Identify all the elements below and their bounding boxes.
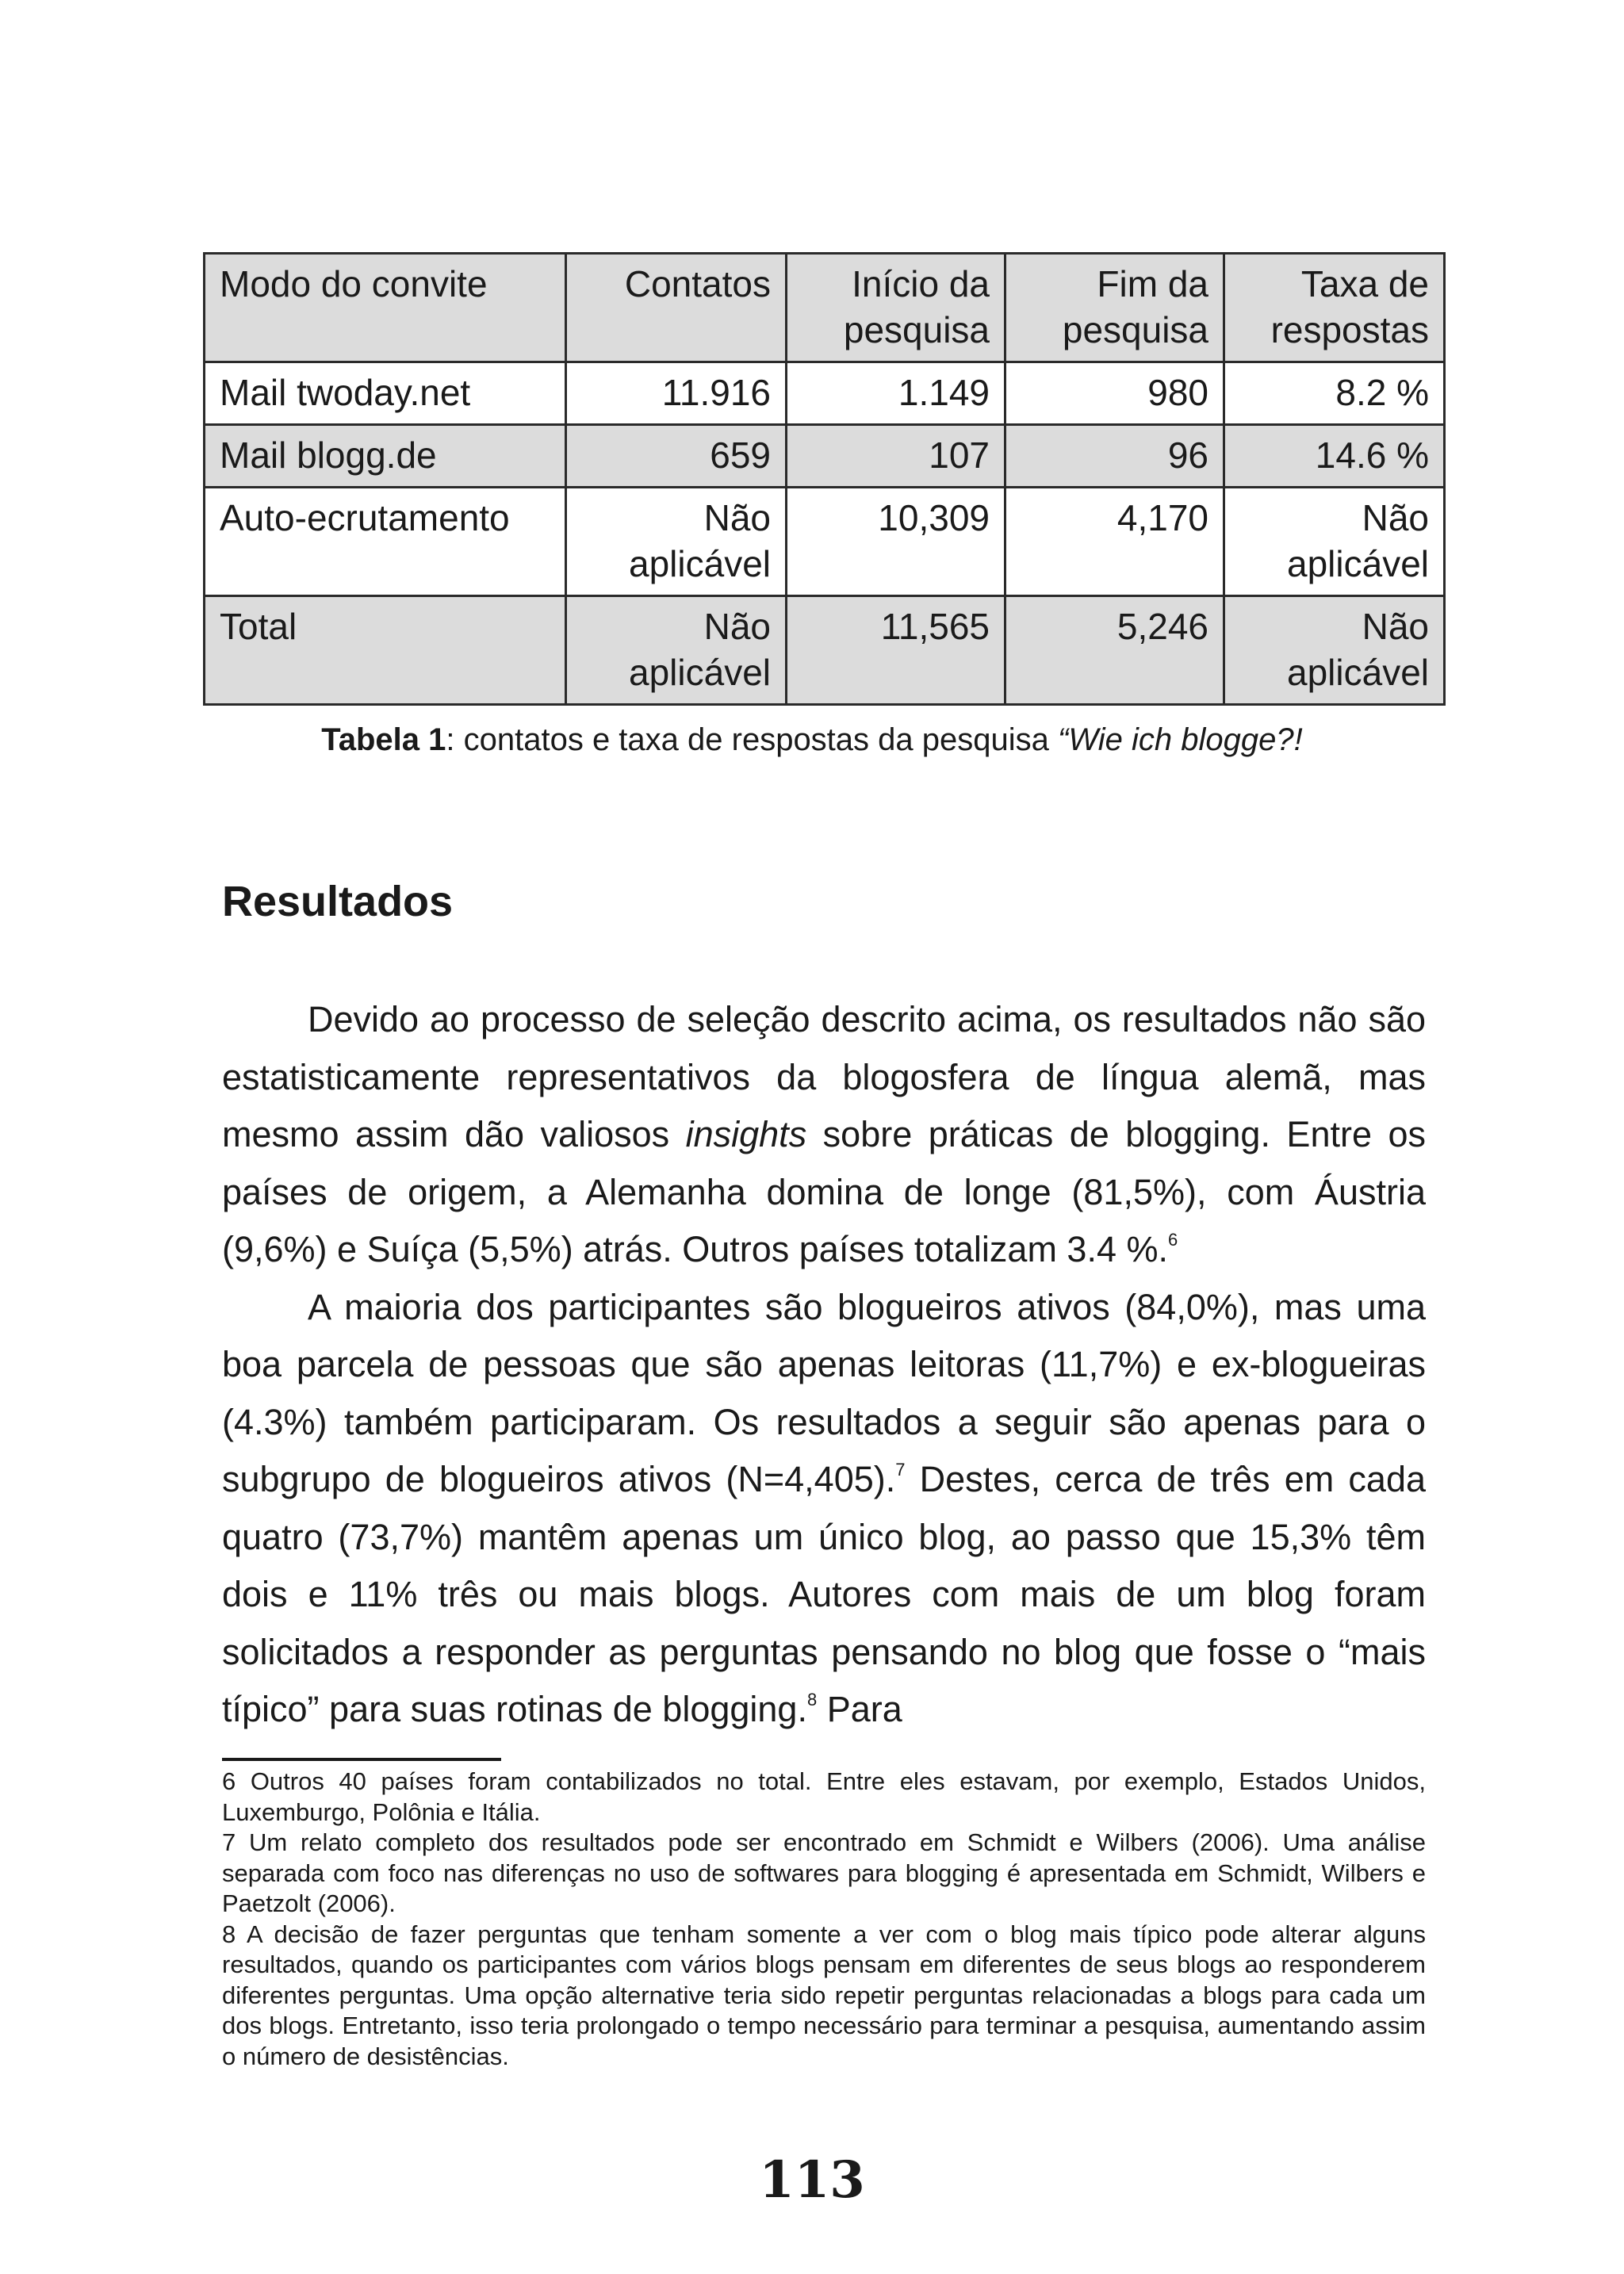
- body-text: [222, 991, 1426, 1739]
- table-cell: 107: [787, 425, 1005, 488]
- table-cell: 10,309: [787, 488, 1005, 596]
- table-header-row: [205, 254, 1445, 362]
- paragraph-text: Para: [817, 1689, 902, 1729]
- table-cell: Auto-ecrutamento: [205, 488, 566, 596]
- paragraph-text: Destes, cerca de três em cada quatro (73,7%) mantêm apenas um único blog, ao passo que 15,3% têm dois e 11% três ou mais blogs. Autores com mais de um blog foram solicitados a responder as perguntas pensando no blog que fosse o “mais típico” para suas rotinas de blogging.: [222, 1459, 1426, 1729]
- table-cell: Não aplicável: [1224, 596, 1445, 705]
- caption-survey-title: “Wie ich blogge?!: [1058, 722, 1303, 757]
- table-cell: 8.2 %: [1224, 362, 1445, 425]
- table-cell: Mail blogg.de: [205, 425, 566, 488]
- paragraph-text: sobre práticas de blogging. Entre os países de origem, a Alemanha domina de longe (81,5%), com Áustria (9,6%) e Suíça (5,5%) atrás. Outros países totalizam 3.4 %.: [222, 1114, 1426, 1269]
- table-row: [205, 425, 1445, 488]
- table-cell: Não aplicável: [566, 596, 787, 705]
- table-cell: 1.149: [787, 362, 1005, 425]
- footnote: 7 Um relato completo dos resultados pode ser encontrado em Schmidt e Wilbers (2006). Uma análise separada com foco nas diferenças no uso de softwares para blogging é apresentada em Schmidt, Wilbers e Paetzolt (2006).: [222, 1828, 1426, 1917]
- table-cell: Mail twoday.net: [205, 362, 566, 425]
- table-header-cell: Modo do convite: [205, 254, 566, 362]
- table-header-cell: Fim da pesquisa: [1005, 254, 1224, 362]
- table-header-cell: Taxa de respostas: [1224, 254, 1445, 362]
- table-header-cell: Contatos: [566, 254, 787, 362]
- table-caption: [0, 720, 1624, 760]
- table-cell: Não aplicável: [566, 488, 787, 596]
- survey-contacts-table: [203, 252, 1446, 706]
- table-cell: 5,246: [1005, 596, 1224, 705]
- paragraph-text: A maioria dos participantes são blogueiros ativos (84,0%), mas uma boa parcela de pessoas que são apenas leitoras (11,7%) e ex-blogueiras (4.3%) também participaram. Os resultados a seguir são apenas para o subgrupo de blogueiros ativos (N=4,405).: [222, 1286, 1426, 1499]
- paragraph: [222, 1279, 1426, 1739]
- page-number: 113: [759, 2150, 865, 2210]
- caption-label: Tabela 1: [321, 722, 446, 757]
- italic-term: insights: [685, 1114, 807, 1154]
- footnotes: [222, 1767, 1426, 2072]
- table-cell: Não aplicável: [1224, 488, 1445, 596]
- table-row: [205, 488, 1445, 596]
- table-row: [205, 362, 1445, 425]
- footnote: 8 A decisão de fazer perguntas que tenham somente a ver com o blog mais típico pode alterar alguns resultados, quando os participantes com vários blogs pensam em diferentes de seus blogs ao responderem diferentes perguntas. Uma opção alternative teria sido repetir perguntas relacionadas a blogs para cada um dos blogs. Entretanto, isso teria prolongado o tempo necessário para terminar a pesquisa, aumentando assim o número de desistências.: [222, 1920, 1426, 2070]
- paragraph: [222, 991, 1426, 1279]
- footnote-ref: 8: [806, 1690, 818, 1709]
- table-cell: 659: [566, 425, 787, 488]
- caption-text: : contatos e taxa de respostas da pesquisa: [446, 722, 1058, 757]
- footnote: 6 Outros 40 países foram contabilizados no total. Entre eles estavam, por exemplo, Estados Unidos, Luxemburgo, Polônia e Itália.: [222, 1767, 1426, 1826]
- table-cell: Total: [205, 596, 566, 705]
- table-cell: 14.6 %: [1224, 425, 1445, 488]
- footnote-divider: [222, 1758, 501, 1761]
- table-cell: 980: [1005, 362, 1224, 425]
- footnote-ref: 6: [1168, 1230, 1178, 1250]
- section-heading: Resultados: [222, 878, 454, 925]
- table-row: [205, 596, 1445, 705]
- paragraph-text: Devido ao processo de seleção descrito acima, os resultados não são estatisticamente representativos da blogosfera de língua alemã, mas mesmo assim dão valiosos: [222, 999, 1426, 1154]
- table-header-cell: Início da pesquisa: [787, 254, 1005, 362]
- table-cell: 96: [1005, 425, 1224, 488]
- table-cell: 11,565: [787, 596, 1005, 705]
- footnote-ref: 7: [895, 1460, 906, 1480]
- table-cell: 11.916: [566, 362, 787, 425]
- table-cell: 4,170: [1005, 488, 1224, 596]
